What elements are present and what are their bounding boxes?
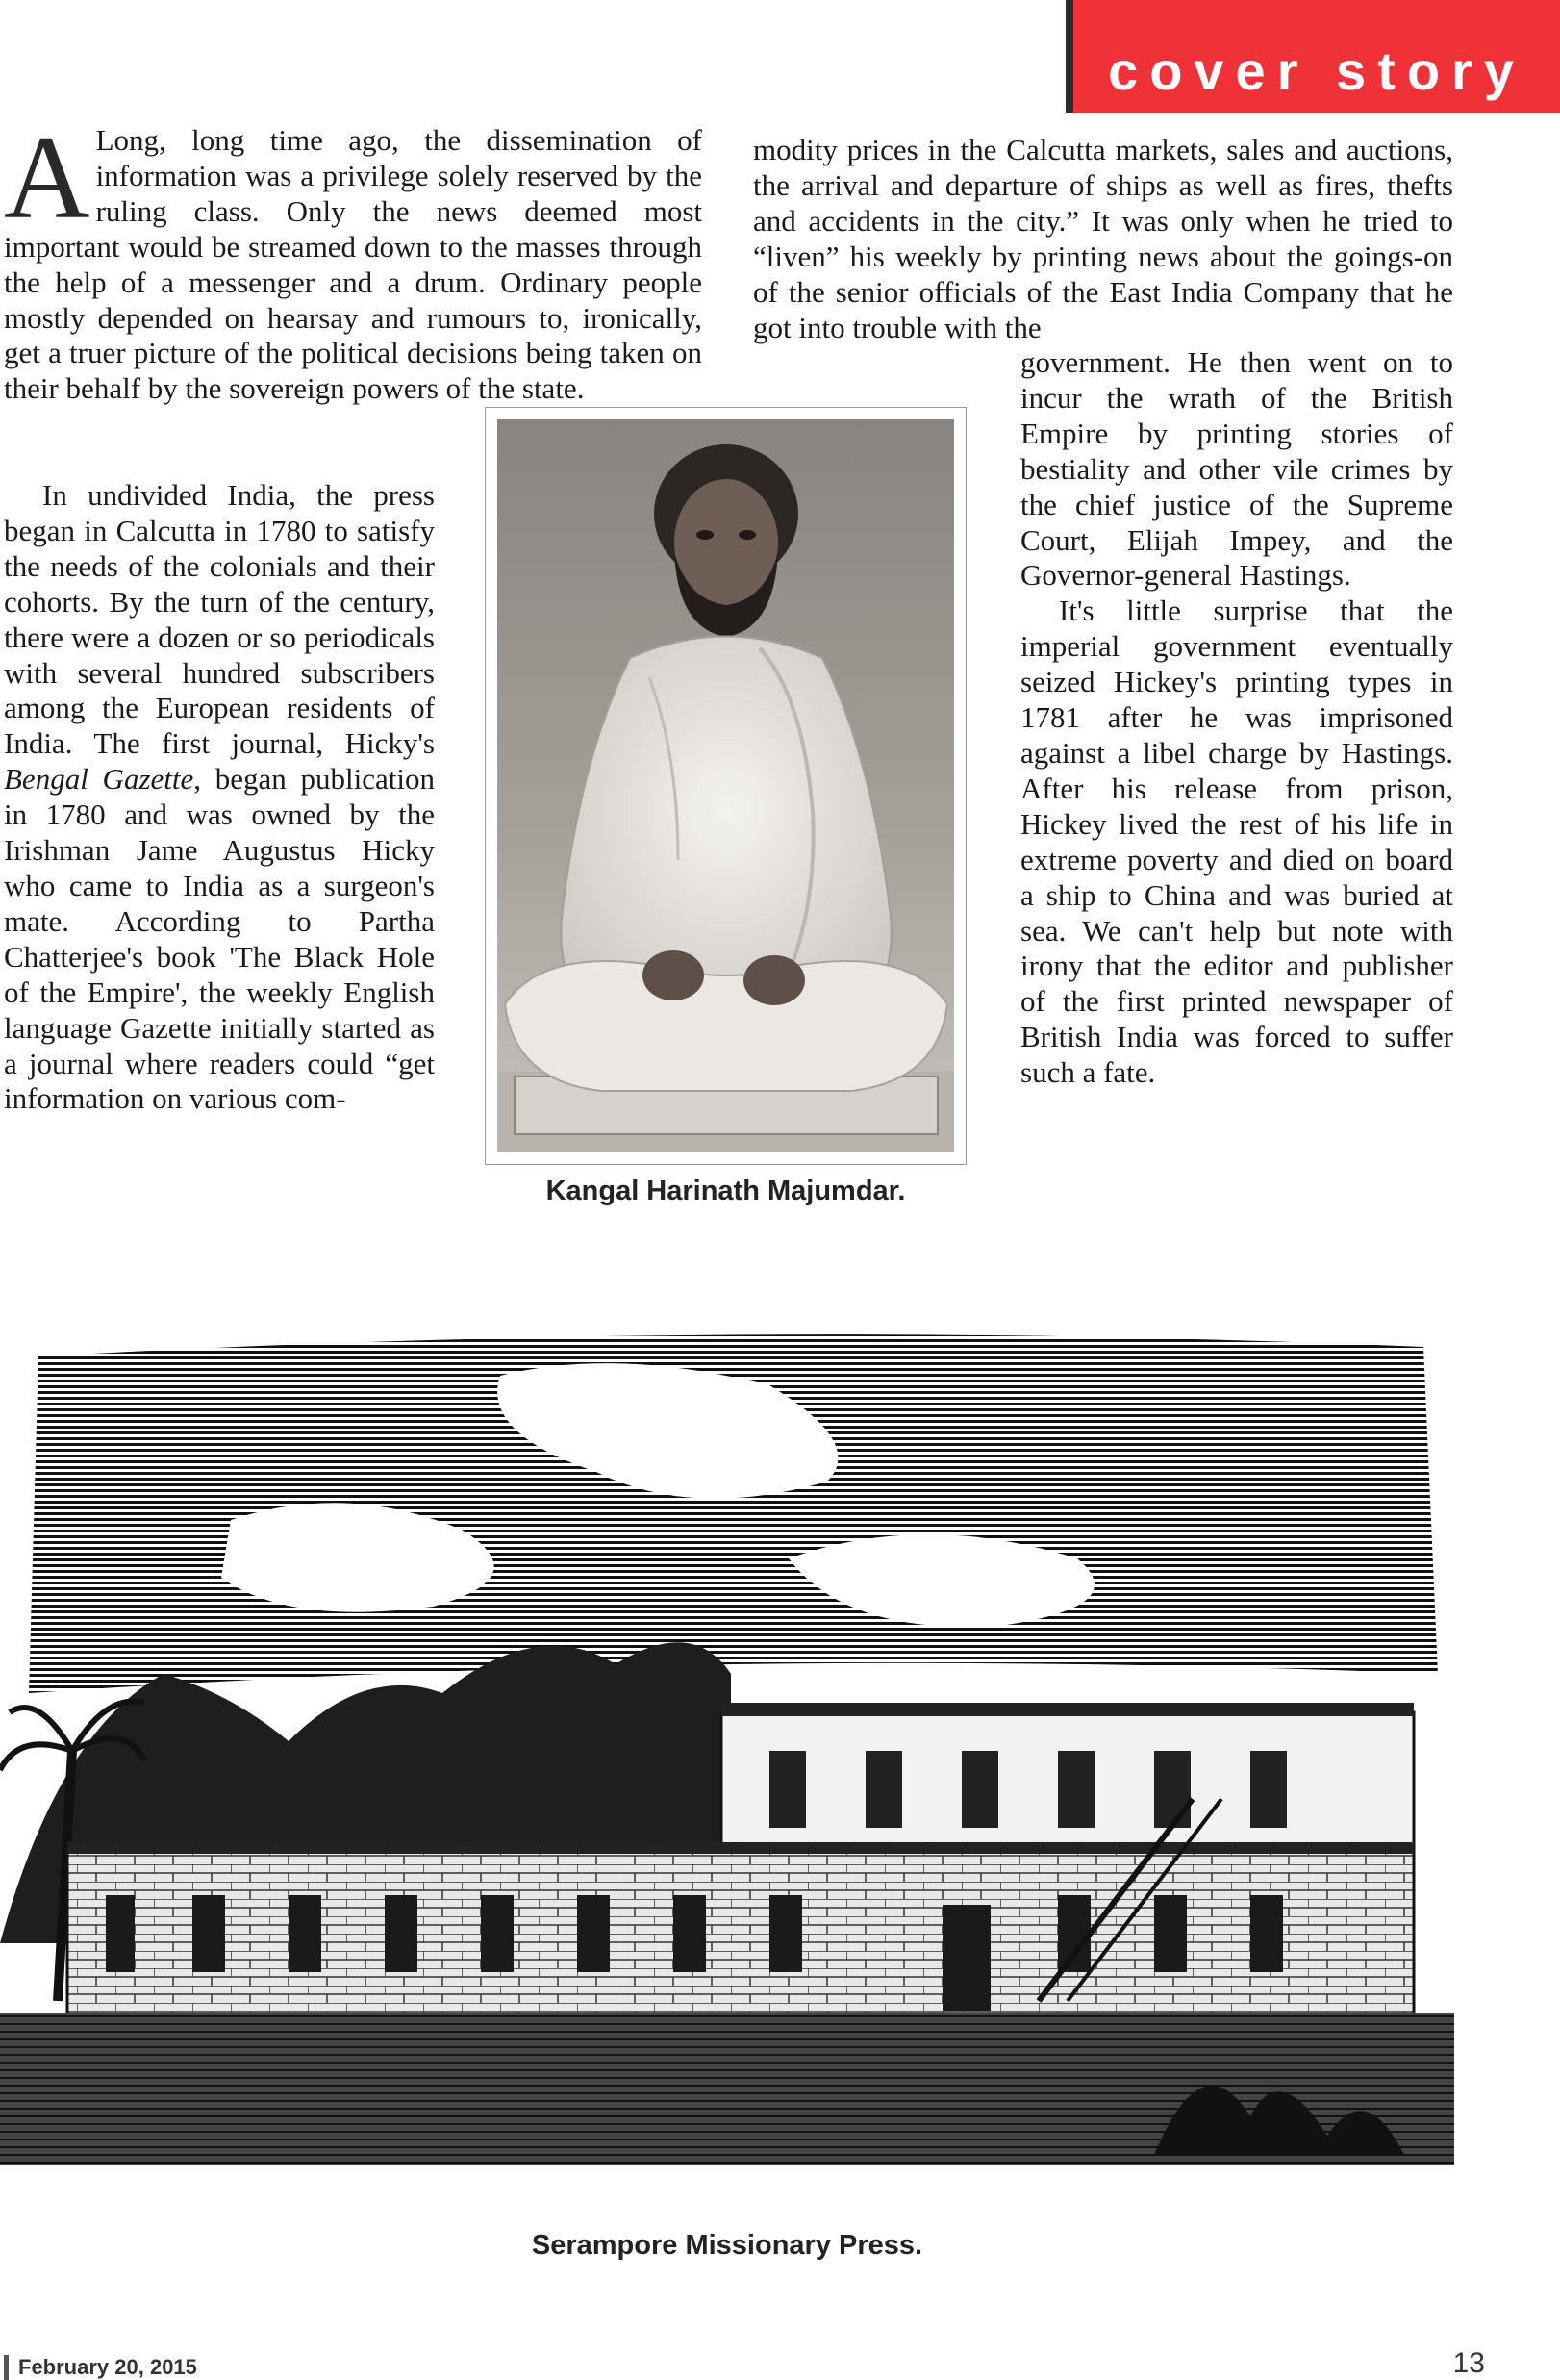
paragraph-hickey-fate: It's little surprise that the imperial government eventually seized Hickey's printing types in 1781 after he was imprisoned against a libel charge by Hastings. After his release from prison, Hickey lived the rest of his life in extreme poverty and died on board a ship to China and was buried at sea. We can't help but note with irony that the editor and publisher of the first printed newspaper of British India was forced to suffer such a fate. — [1020, 594, 1453, 1090]
journal-title: Bengal Gazette — [4, 762, 194, 797]
article-intro — [4, 112, 702, 407]
section-label: cover story — [1108, 40, 1525, 101]
intro-text: Long, long time ago, the dissemination of information was a privilege solely reserved by the ruling class. Only the news deemed most important would be streamed down to the masses through the help of a messenger and a drum. Ordinary people mostly depended on hearsay and rumours to, ironically, get a truer picture of the political decisions being taken on their behalf by the sovereign powers of the state. — [4, 123, 702, 406]
press-engraving — [0, 1328, 1454, 2165]
article-column-2-top — [753, 133, 1453, 345]
article-column-1-narrow — [4, 478, 435, 1117]
section-banner — [1066, 0, 1560, 113]
issue-date: February 20, 2015 — [4, 2355, 197, 2380]
paragraph-press-history — [4, 478, 435, 1117]
paragraph-government: government. He then went on to incur the wrath of the British Empire by printing stories of bestiality and other vile crimes by the chief justice of the Supreme Court, Elijah Impey, and the Governor-general Hastings. — [1020, 345, 1453, 593]
portrait-photo — [485, 407, 967, 1165]
article-column-1 — [4, 112, 702, 407]
portrait-caption: Kangal Harinath Majumdar. — [545, 1176, 906, 1206]
portrait-image — [486, 408, 966, 1164]
drop-cap: A — [4, 112, 90, 243]
paragraph-text-a: In undivided India, the press began in Calcutta in 1780 to satisfy the needs of the colonials and their cohorts. By the turn of the century, there were a dozen or so periodicals with several hundred subscribers among the European residents of India. The first journal, Hicky's — [4, 478, 435, 761]
article-column-2-side — [1020, 345, 1453, 1091]
page-number: 13 — [1452, 2347, 1485, 2379]
paragraph-continuation: modity prices in the Calcutta markets, sales and auctions, the arrival and departure of ships as well as fires, thefts and accidents in the city.” It was only when he tried to “liven” his weekly by printing news about the goings-on of the senior officials of the East India Company that he got into trouble with the — [753, 133, 1453, 344]
press-caption: Serampore Missionary Press. — [531, 2230, 923, 2261]
paragraph-text-b: , began publication in 1780 and was owned by the Irishman Jame Augustus Hicky who came to India as a surgeon's mate. According to Partha Chatterjee's book 'The Black Hole of the Empire', the weekly English language Gazette initially started as a journal where readers could “get information on various com- — [4, 762, 435, 1116]
